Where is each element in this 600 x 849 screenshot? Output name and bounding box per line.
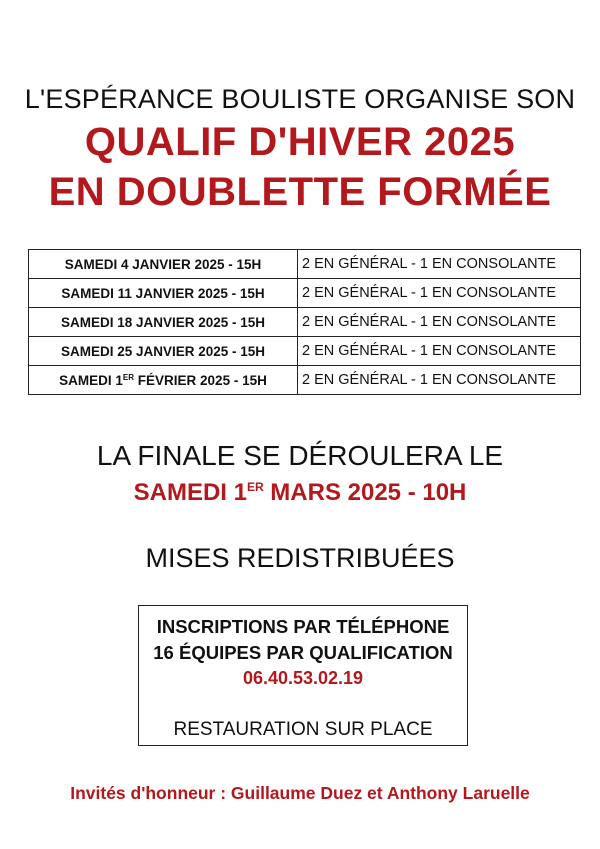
schedule-date: SAMEDI 25 JANVIER 2025 - 15H — [29, 337, 298, 366]
table-row — [29, 366, 581, 395]
schedule-date: SAMEDI 11 JANVIER 2025 - 15H — [29, 279, 298, 308]
table-row — [29, 279, 581, 308]
headline-title: QUALIF D'HIVER 2025 — [84, 120, 516, 164]
phone-number: 06.40.53.02.19 — [242, 668, 364, 688]
schedule-date: SAMEDI 4 JANVIER 2025 - 15H — [29, 250, 298, 279]
schedule-desc: 2 EN GÉNÉRAL - 1 EN CONSOLANTE — [298, 308, 581, 337]
schedule-desc: 2 EN GÉNÉRAL - 1 EN CONSOLANTE — [298, 250, 581, 279]
headline-subtitle: EN DOUBLETTE FORMÉE — [48, 170, 552, 214]
date-superscript: ER — [122, 372, 135, 382]
final-date-suffix: MARS 2025 - 10H — [263, 479, 467, 506]
final-intro: LA FINALE SE DÉROULERA LE — [96, 440, 504, 471]
final-date — [0, 479, 600, 507]
mises-line: MISES REDISTRIBUÉES — [145, 543, 455, 573]
schedule-desc: 2 EN GÉNÉRAL - 1 EN CONSOLANTE — [298, 279, 581, 308]
guests-line: Invités d'honneur : Guillaume Duez et Anthony Laruelle — [70, 783, 530, 803]
schedule-date: SAMEDI 18 JANVIER 2025 - 15H — [29, 308, 298, 337]
table-row — [29, 250, 581, 279]
schedule-desc: 2 EN GÉNÉRAL - 1 EN CONSOLANTE — [298, 337, 581, 366]
inscriptions-line: INSCRIPTIONS PAR TÉLÉPHONE — [156, 616, 450, 637]
schedule-table — [28, 249, 581, 395]
date-suffix: FÉVRIER 2025 - 15H — [134, 372, 267, 388]
final-date-prefix: SAMEDI 1 — [133, 479, 247, 506]
intro-line: L'ESPÉRANCE BOULISTE ORGANISE SON — [24, 84, 576, 114]
final-date-superscript: ER — [246, 480, 264, 494]
date-prefix: SAMEDI 1 — [59, 372, 123, 388]
teams-line: 16 ÉQUIPES PAR QUALIFICATION — [153, 642, 453, 663]
info-box — [138, 605, 468, 746]
schedule-date — [29, 366, 298, 395]
table-row — [29, 308, 581, 337]
table-row — [29, 337, 581, 366]
schedule-desc: 2 EN GÉNÉRAL - 1 EN CONSOLANTE — [298, 366, 581, 395]
restauration-line: RESTAURATION SUR PLACE — [173, 719, 433, 740]
